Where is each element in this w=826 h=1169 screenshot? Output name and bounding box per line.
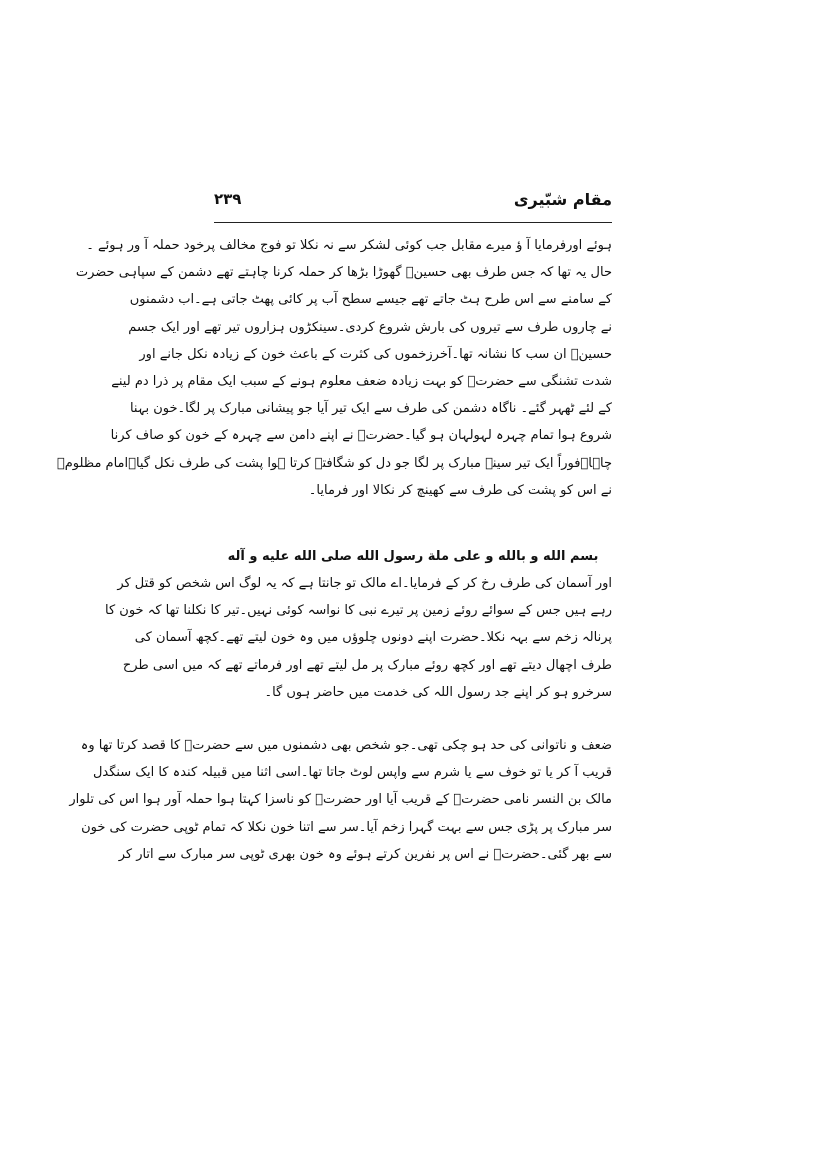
text-line: چاہا۔فوراً ایک تیر سینہ مبارک پر لگا جو دل کو شگافتہ کرتا ہوا پشت کی طرف نکل گیا۔امام مظلومؑ (56, 455, 612, 471)
text-line: شدت تشنگی سے حضرتؑ کو بہت زیادہ ضعف معلوم ہونے کے سبب ایک مقام پر ذرا دم لینے (111, 373, 612, 389)
page-header (214, 190, 612, 216)
text-line: نے اس کو پشت کی طرف سے کھینچ کر نکالا اور فرمایا۔ (308, 482, 612, 498)
text-line: طرف اچھال دیتے تھے اور کچھ روئے مبارک پر مل لیتے تھے اور فرماتے تھے کہ میں اسی طرح (122, 657, 612, 673)
paragraph-1 (56, 232, 612, 504)
running-title: مقام شبّیری (513, 190, 612, 209)
page-number: ۲۳۹ (214, 190, 242, 208)
text-line: قریب آ کر یا تو خوف سے یا شرم سے واپس لوٹ جاتا تھا۔اسی اثنا میں قبیلہ کندہ کا ایک سنگدل (92, 765, 612, 781)
text-line: سرخرو ہو کر اپنے جد رسول اللہ کی خدمت میں حاضر ہوں گا۔ (264, 684, 612, 700)
text-line: حال یہ تھا کہ جس طرف بھی حسینؑ گھوڑا بڑھا کر حملہ کرنا چاہتے تھے دشمن کے سپاہی حضرت (75, 265, 612, 281)
text-line: کے لئے ٹھہر گئے۔ ناگاہ دشمن کی طرف سے ایک تیر آیا جو پیشانی مبارک پر لگا۔خون بہنا (129, 401, 612, 417)
paragraph-2 (105, 570, 612, 706)
text-line: سر مبارک پر پڑی جس سے بہت گہرا زخم آیا۔سر سے اتنا خون نکلا کہ تمام ٹوپی حضرت کی خون (81, 819, 612, 835)
text-line: ہوئے اورفرمایا آ ؤ میرے مقابل جب کوئی لشکر سے نہ نکلا تو فوج مخالف پرخود حملہ آ ور ہوئے ۔ (86, 238, 612, 253)
arabic-invocation-heading: بسم الله و بالله و على ملة رسول الله صلى الله عليه و آله (227, 549, 599, 564)
text-line: ضعف و ناتوانی کی حد ہو چکی تھی۔جو شخص بھی دشمنوں میں سے حضرتؑ کا قصد کرتا تھا وہ (80, 738, 612, 753)
text-line: سے بھر گئی۔حضرتؑ نے اس پر نفرین کرتے ہوئے وہ خون بھری ٹوپی سر مبارک سے اتار کر (118, 846, 612, 862)
text-line: حسینؑ ان سب کا نشانہ تھا۔آخرزخموں کی کثرت کے باعث خون کے زیادہ نکل جانے اور (139, 346, 612, 362)
paragraph-3 (69, 732, 612, 868)
header-divider (214, 222, 612, 223)
text-line: شروع ہوا تمام چہرہ لہولہان ہو گیا۔حضرتؑ نے اپنے دامن سے چہرہ کے خون کو صاف کرنا (110, 428, 612, 444)
text-line: کے سامنے سے اس طرح ہٹ جاتے تھے جیسے سطح آب پر کائی پھٹ جاتی ہے۔اب دشمنوں (129, 292, 612, 308)
text-line: رہے ہیں جس کے سوائے روئے زمین پر تیرے نبی کا نواسہ کوئی نہیں۔تیر کا نکلنا تھا کہ خون کا (105, 603, 612, 619)
text-line: پرنالہ زخم سے بہہ نکلا۔حضرت اپنے دونوں چلوؤں میں وہ خون لیتے تھے۔کچھ آسمان کی (134, 630, 612, 646)
text-line: مالک بن النسر نامی حضرتؑ کے قریب آیا اور حضرتؑ کو ناسزا کہتا ہوا حملہ آور ہوا اس کی تلوار (69, 792, 612, 808)
text-line: نے چاروں طرف سے تیروں کی بارش شروع کردی۔سینکڑوں ہزاروں تیر تھے اور ایک جسم (128, 319, 612, 335)
text-line: اور آسمان کی طرف رخ کر کے فرمایا۔اے مالک تو جانتا ہے کہ یہ لوگ اس شخص کو قتل کر (117, 576, 612, 591)
